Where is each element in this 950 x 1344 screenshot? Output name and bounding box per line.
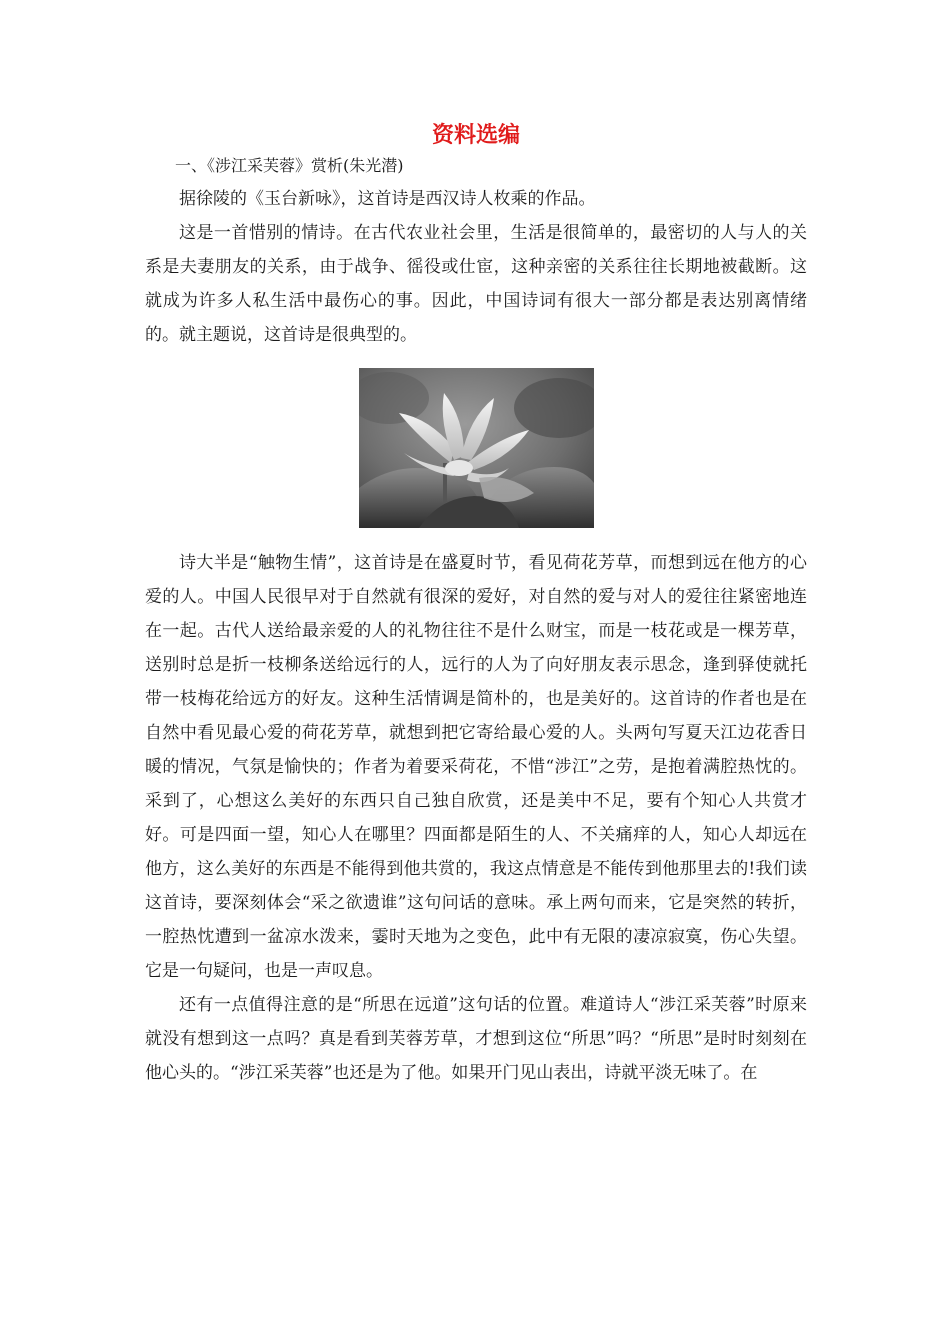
section-heading: 一、《涉江采芙蓉》赏析(朱光潜) xyxy=(175,156,404,175)
paragraph-theme: 这是一首惜别的情诗。在古代农业社会里，生活是很简单的，最密切的人与人的关系是夫妻朋友的关系，由于战争、徭役或仕宦，这种亲密的关系往往长期地被截断。这就成为许多人私生活中最伤心的事。因此，中国诗词有很大一部分都是表达别离情绪的。就主题说，这首诗是很典型的。 xyxy=(145,223,807,345)
paragraph-source: 据徐陵的《玉台新咏》，这首诗是西汉诗人枚乘的作品。 xyxy=(179,189,596,209)
lotus-flower-photo xyxy=(359,368,594,528)
document-page xyxy=(145,118,807,1090)
paragraph-structure: 还有一点值得注意的是“所思在远道”这句话的位置。难道诗人“涉江采芙蓉”时原来就没有想到这一点吗？真是看到芙蓉芳草，才想到这位“所思”吗？“所思”是时时刻刻在他心头的。“涉江采芙蓉”也还是为了他。如果开门见山表出，诗就平淡无味了。在 xyxy=(145,995,807,1083)
document-title: 资料选编 xyxy=(431,122,520,148)
paragraph-analysis: 诗大半是“触物生情”，这首诗是在盛夏时节，看见荷花芳草，而想到远在他方的心爱的人。中国人民很早对于自然就有很深的爱好，对自然的爱与对人的爱往往紧密地连在一起。古代人送给最亲爱的人的礼物往往不是什么财宝，而是一枝花或是一棵芳草，送别时总是折一枝柳条送给远行的人，远行的人为了向好朋友表示思念，逢到驿使就托带一枝梅花给远方的好友。这种生活情调是简朴的，也是美好的。这首诗的作者也是在自然中看见最心爱的荷花芳草，就想到把它寄给最心爱的人。头两句写夏天江边花香日暖的情况，气氛是愉快的；作者为着要采荷花，不惜“涉江”之劳，是抱着满腔热忱的。采到了，心想这么美好的东西只自己独自欣赏，还是美中不足，要有个知心人共赏才好。可是四面一望，知心人在哪里？四面都是陌生的人、不关痛痒的人，知心人却远在他方，这么美好的东西是不能得到他共赏的，我这点情意是不能传到他那里去的!我们读这首诗，要深刻体会“采之欲遗谁”这句问话的意味。承上两句而来，它是突然的转折，一腔热忱遭到一盆凉水泼来，霎时天地为之变色，此中有无限的凄凉寂寞，伤心失望。它是一句疑问，也是一声叹息。 xyxy=(145,553,807,981)
